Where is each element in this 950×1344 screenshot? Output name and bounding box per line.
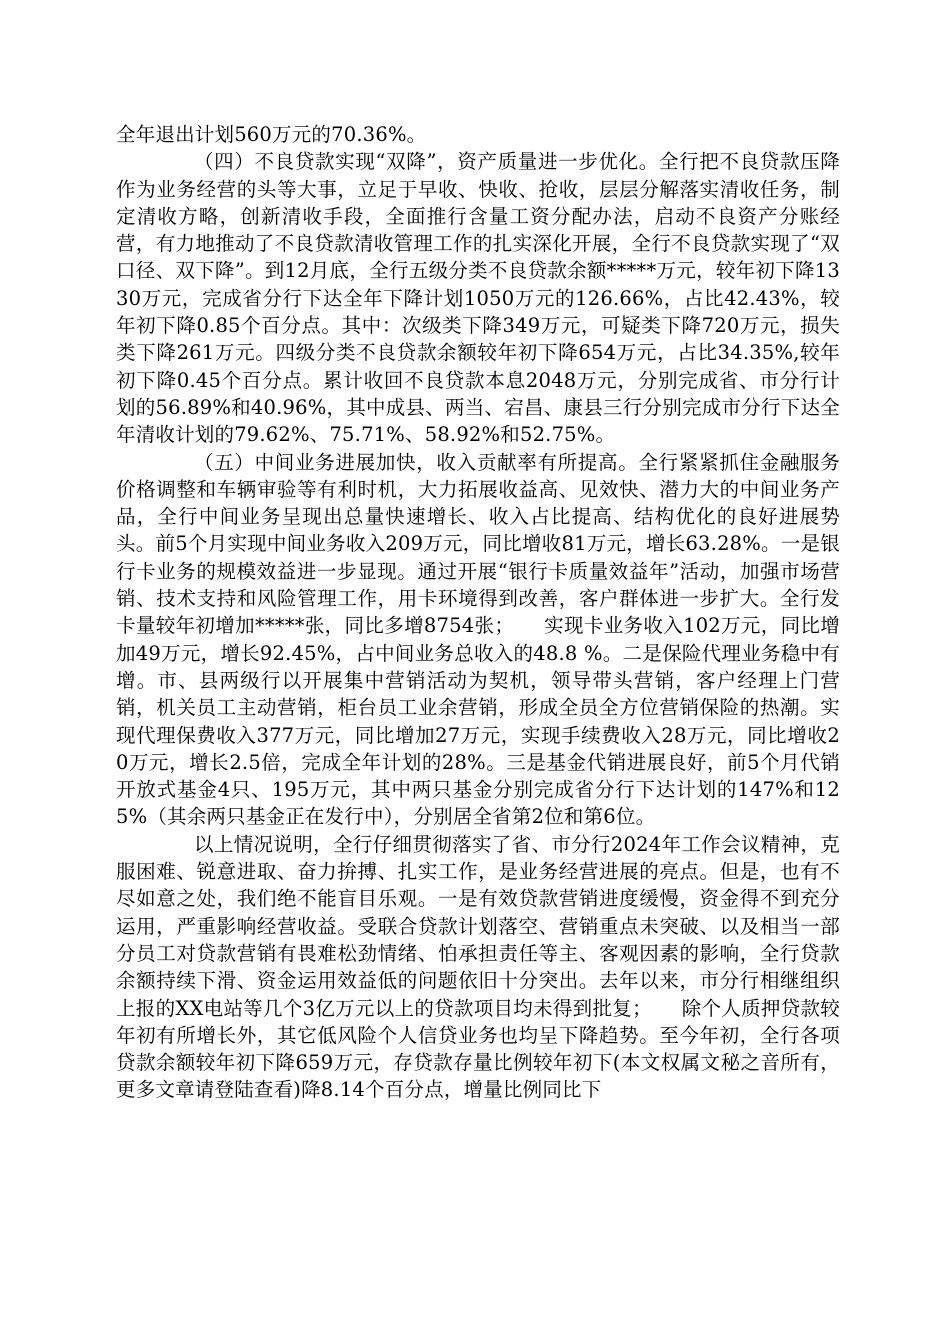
paragraph-3: （五）中间业务进展加快，收入贡献率有所提高。全行紧紧抓住金融服务价格调整和车辆审验等有利时机，大力拓展收益高、见效快、潜力大的中间业务产品，全行中间业务呈现出总量快速增长、收入占比提高、结构优化的良好进展势头。前5个月实现中间业务收入209万元，同比增收81万元，增长63.28%。一是银行卡业务的规模效益进一步显现。通过开展“银行卡质量效益年”活动，加强市场营销、技术支持和风险管理工作，用卡环境得到改善，客户群体进一步扩大。全行发卡量较年初增加*****张，同比多增8754张； 实现卡业务收入102万元，同比增加49万元，增长92.45%，占中间业务总收入的48.8 %。二是保险代理业务稳中有增。市、县两级行以开展集中营销活动为契机，领导带头营销，客户经理上门营销，机关员工主动营销，柜台员工业余营销，形成全员全方位营销保险的热潮。实现代理保费收入377万元，同比增加27万元，实现手续费收入28万元，同比增收20万元，增长2.5倍，完成全年计划的28%。三是基金代销进展良好，前5个月代销开放式基金4只、195万元，其中两只基金分别完成省分行下达计划的147%和125%（其余两只基金正在发行中），分别居全省第2位和第6位。 (116, 450, 840, 829)
paragraph-4: 以上情况说明，全行仔细贯彻落实了省、市分行2024年工作会议精神，克服困难、锐意进取、奋力拚搏、扎实工作，是业务经营进展的亮点。但是，也有不尽如意之处，我们绝不能盲目乐观。一是有效贷款营销进度缓慢，资金得不到充分运用，严重影响经营收益。受联合贷款计划落空、营销重点未突破、以及相当一部分员工对贷款营销有畏难松劲情绪、怕承担责任等主、客观因素的影响，全行贷款余额持续下滑、资金运用效益低的问题依旧十分突出。去年以来，市分行相继组织上报的XX电站等几个3亿万元以上的贷款项目均未得到批复； 除个人质押贷款较年初有所增长外，其它低风险个人信贷业务也均呈下降趋势。至今年初，全行各项贷款余额较年初下降659万元，存贷款存量比例较年初下(本文权属文秘之音所有，更多文章请登陆查看)降8.14个百分点，增量比例同比下 (116, 832, 840, 1102)
paragraph-2: （四）不良贷款实现“双降”，资产质量进一步优化。全行把不良贷款压降作为业务经营的头等大事，立足于早收、快收、抢收，层层分解落实清收任务，制定清收方略，创新清收手段，全面推行含量工资分配办法，启动不良资产分账经营，有力地推动了不良贷款清收管理工作的扎实深化开展，全行不良贷款实现了“双口径、双下降”。到12月底，全行五级分类不良贷款余额*****万元，较年初下降1330万元，完成省分行下达全年下降计划1050万元的126.66%，占比42.43%，较年初下降0.85个百分点。其中：次级类下降349万元，可疑类下降720万元，损失类下降261万元。四级分类不良贷款余额较年初下降654万元，占比34.35%,较年初下降0.45个百分点。累计收回不良贷款本息2048万元，分别完成省、市分行计划的56.89%和40.96%，其中成县、两当、宕昌、康县三行分别完成市分行下达全年清收计划的79.62%、75.71%、58.92%和52.75%。 (116, 150, 840, 447)
paragraph-1: 全年退出计划560万元的70.36%。 (116, 123, 427, 146)
